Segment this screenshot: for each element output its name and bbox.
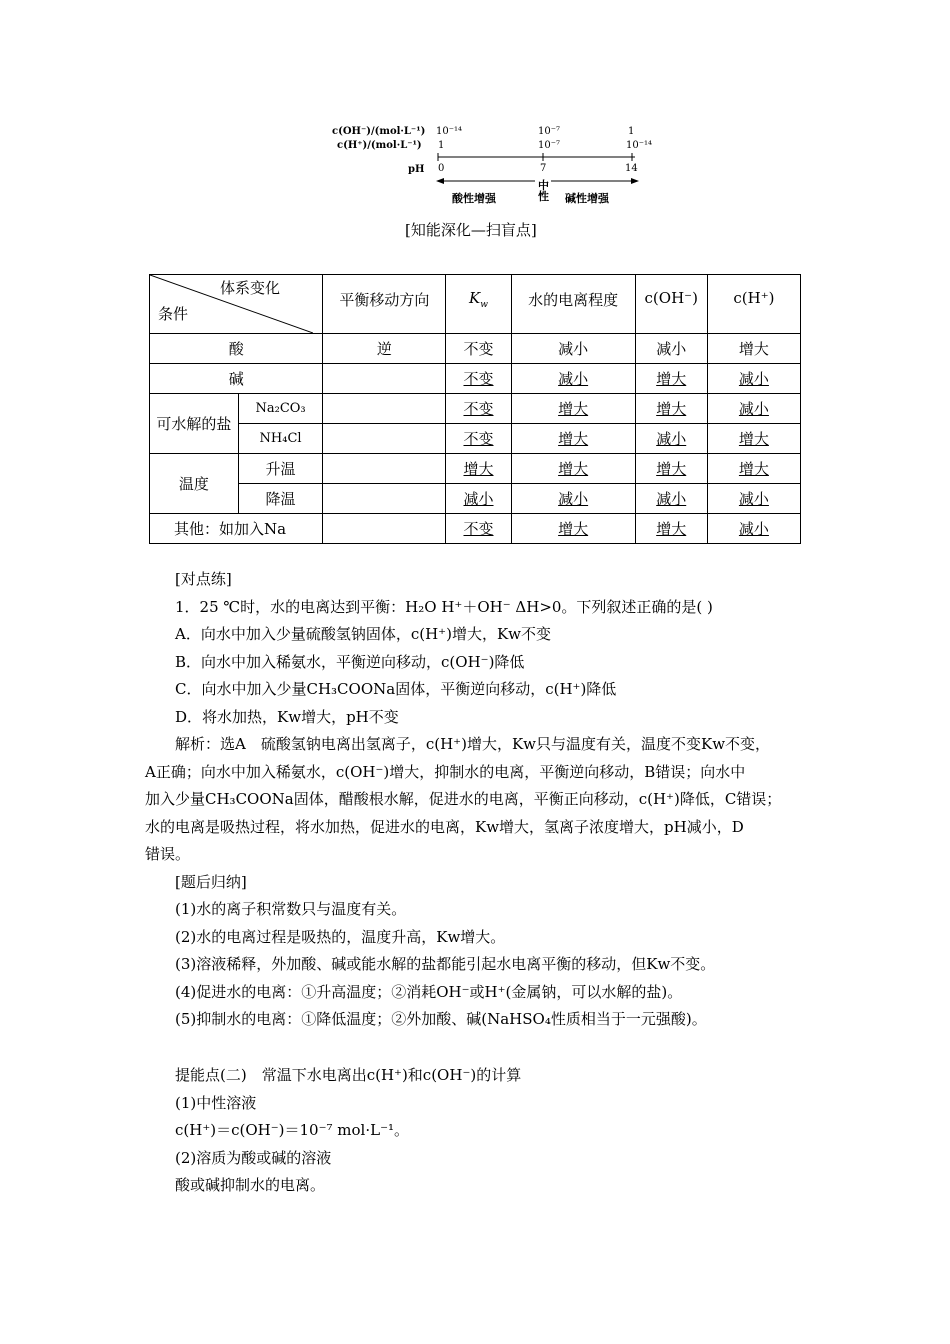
cell: [323, 394, 446, 424]
row-label: 其他：如加入Na: [150, 514, 323, 544]
ph-value: 0: [438, 163, 445, 174]
cell: [323, 484, 446, 514]
cell: 不变: [446, 334, 511, 364]
table-row: [150, 364, 801, 394]
cell: 减小: [635, 484, 707, 514]
cell: 减小: [707, 484, 800, 514]
table-row: [150, 454, 801, 484]
cell: 不变: [446, 364, 511, 394]
header-top-label: 体系变化: [220, 279, 281, 297]
cell: 减小: [635, 424, 707, 454]
cell: 增大: [635, 364, 707, 394]
col-header: 水的电离程度: [511, 275, 635, 334]
ph-axis-label: pH: [408, 164, 425, 175]
row-label: 碱: [150, 364, 323, 394]
water-ionization-table: [149, 274, 801, 544]
analysis-line: 错误。: [145, 845, 191, 863]
header-bottom-label: 条件: [158, 305, 189, 323]
cell: 减小: [511, 364, 635, 394]
summary-heading: [题后归纳]: [175, 872, 247, 891]
cell: 减小: [707, 364, 800, 394]
table-header-row: [150, 275, 801, 334]
analysis-line: A正确；向水中加入稀氨水，c(OH⁻)增大，抑制水的电离，平衡逆向移动，B错误；向水中: [145, 762, 746, 781]
cell: [323, 424, 446, 454]
cell: 减小: [446, 484, 511, 514]
row-label: 酸: [150, 334, 323, 364]
ph-value: 7: [540, 163, 547, 174]
col-header: 平衡移动方向: [323, 275, 446, 334]
cell: 增大: [707, 424, 800, 454]
oh-value: 10⁻⁷: [538, 126, 561, 137]
acid-label: 酸性增强: [452, 192, 496, 205]
practice-heading: [对点练]: [175, 570, 232, 588]
h-axis-label: c(H⁺)/(mol·L⁻¹): [337, 140, 422, 151]
cell: 逆: [323, 334, 446, 364]
diagonal-header: [150, 275, 323, 334]
ph-value: 14: [625, 163, 638, 174]
row-label: 降温: [238, 484, 323, 514]
cell: [323, 454, 446, 484]
analysis-line: 解析：选A 硫酸氢钠电离出氢离子，c(H⁺)增大，Kw只与温度有关，温度不变Kw不变，: [175, 735, 771, 753]
col-header: c(H⁺): [707, 275, 800, 334]
cell: 不变: [446, 514, 511, 544]
analysis-line: 加入少量CH₃COONa固体，醋酸根水解，促进水的电离，平衡正向移动，c(H⁺)降低，C错误；: [145, 790, 782, 808]
cell: 减小: [635, 334, 707, 364]
base-label: 碱性增强: [565, 192, 609, 205]
cell: [323, 514, 446, 544]
option-b: B．向水中加入稀氨水，平衡逆向移动，c(OH⁻)降低: [175, 652, 525, 671]
cell: 增大: [511, 454, 635, 484]
row-label: NH₄Cl: [238, 424, 323, 454]
table-row: [150, 424, 801, 454]
row-label: Na₂CO₃: [238, 394, 323, 424]
section-caption: [知能深化—扫盲点]: [405, 221, 537, 239]
point2-line: c(H⁺)＝c(OH⁻)＝10⁻⁷ mol·L⁻¹。: [175, 1121, 410, 1139]
h-value: 1: [438, 140, 445, 151]
h-value: 10⁻⁷: [538, 140, 561, 151]
summary-item: (2)水的电离过程是吸热的，温度升高，Kw增大。: [175, 927, 506, 946]
option-a: A．向水中加入少量硫酸氢钠固体，c(H⁺)增大，Kw不变: [175, 625, 551, 643]
col-header-kw: $K_w$: [446, 275, 511, 334]
summary-item: (3)溶液稀释，外加酸、碱或能水解的盐都能引起水电离平衡的移动，但Kw不变。: [175, 955, 716, 973]
cell: 增大: [707, 334, 800, 364]
oh-value: 1: [628, 126, 635, 137]
point2-line: 酸或碱抑制水的电离。: [175, 1176, 326, 1194]
group-label: 温度: [150, 454, 239, 514]
table-row: [150, 394, 801, 424]
table-row: [150, 334, 801, 364]
cell: 减小: [511, 484, 635, 514]
summary-item: (4)促进水的电离：①升高温度；②消耗OH⁻或H⁺(金属钠，可以水解的盐)。: [175, 982, 683, 1001]
cell: 增大: [635, 514, 707, 544]
neutral-label: 中 性: [538, 179, 549, 203]
cell: 增大: [635, 394, 707, 424]
cell: 增大: [511, 424, 635, 454]
cell: 减小: [707, 394, 800, 424]
oh-axis-label: c(OH⁻)/(mol·L⁻¹): [332, 126, 426, 137]
cell: 增大: [707, 454, 800, 484]
cell: 减小: [511, 334, 635, 364]
cell: [323, 364, 446, 394]
point2-heading: 提能点(二) 常温下水电离出c(H⁺)和c(OH⁻)的计算: [175, 1066, 522, 1084]
option-d: D．将水加热，Kw增大，pH不变: [175, 707, 399, 726]
cell: 不变: [446, 424, 511, 454]
group-label: 可水解的盐: [150, 394, 239, 454]
cell: 不变: [446, 394, 511, 424]
table-row: [150, 484, 801, 514]
cell: 增大: [446, 454, 511, 484]
option-c: C．向水中加入少量CH₃COONa固体，平衡逆向移动，c(H⁺)降低: [175, 680, 617, 698]
summary-item: (5)抑制水的电离：①降低温度；②外加酸、碱(NaHSO₄性质相当于一元强酸)。: [175, 1010, 707, 1028]
h-value: 10⁻¹⁴: [626, 140, 653, 151]
point2-line: (2)溶质为酸或碱的溶液: [175, 1148, 332, 1167]
practice-section: [145, 566, 815, 1034]
cell: 增大: [511, 394, 635, 424]
cell: 增大: [635, 454, 707, 484]
cell: 减小: [707, 514, 800, 544]
summary-item: (1)水的离子积常数只与温度有关。: [175, 900, 407, 918]
analysis-line: 水的电离是吸热过程，将水加热，促进水的电离，Kw增大，氢离子浓度增大，pH减小，D: [145, 817, 744, 836]
col-header: c(OH⁻): [635, 275, 707, 334]
point2-section: [145, 1062, 815, 1200]
question-stem: 1．25 ℃时，水的电离达到平衡：H₂O H⁺＋OH⁻ ΔH>0。下列叙述正确的是( ): [175, 597, 713, 616]
table-row: [150, 514, 801, 544]
cell: 增大: [511, 514, 635, 544]
point2-line: (1)中性溶液: [175, 1093, 257, 1112]
oh-value: 10⁻¹⁴: [436, 126, 463, 137]
row-label: 升温: [238, 454, 323, 484]
